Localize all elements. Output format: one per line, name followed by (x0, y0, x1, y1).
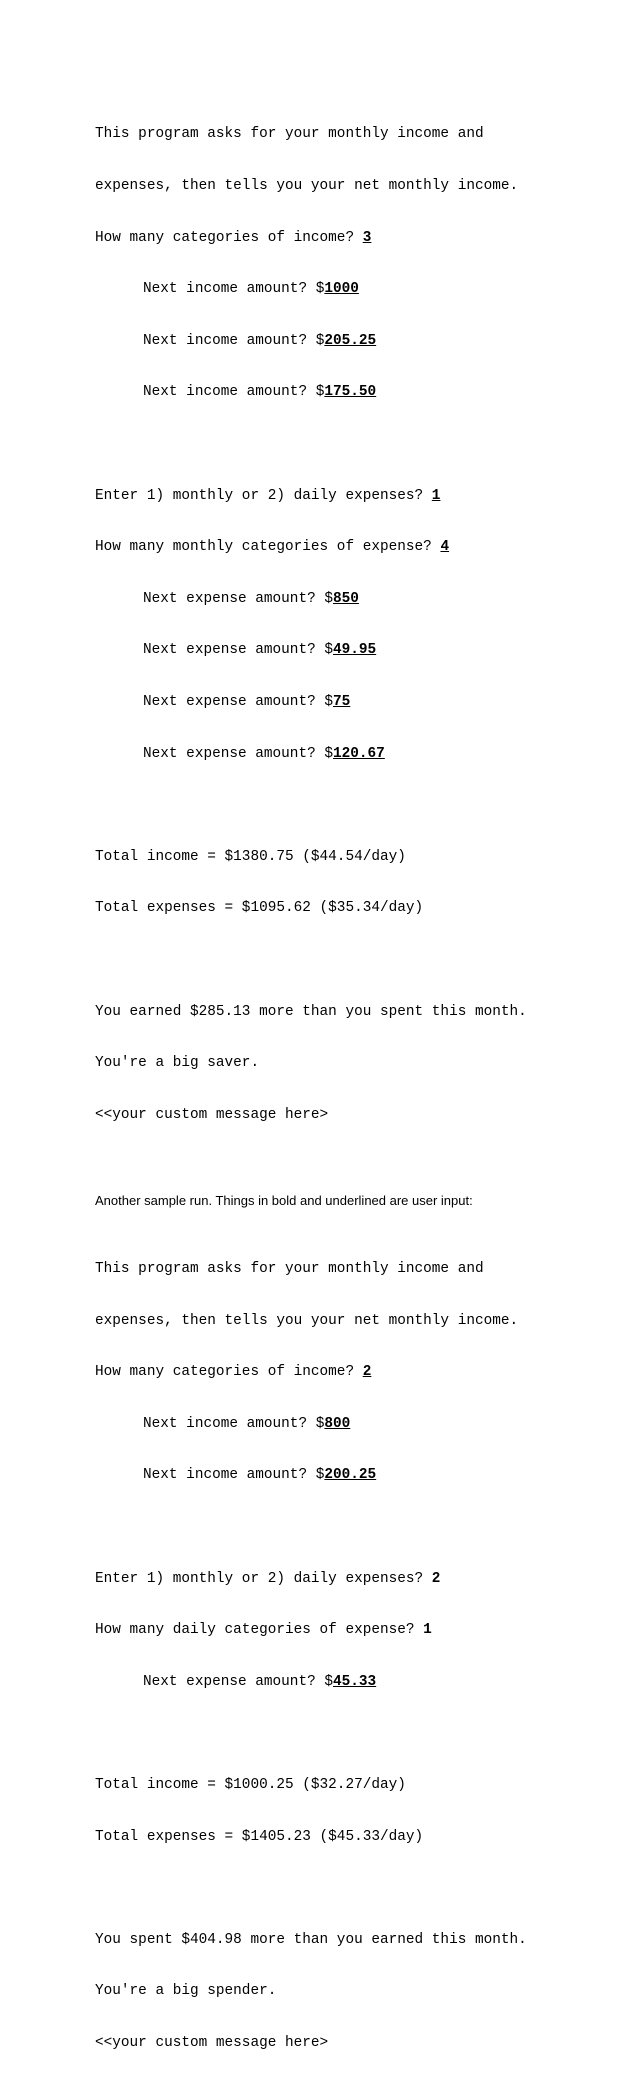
blank-line (95, 797, 635, 814)
blank-line (95, 952, 635, 969)
user-input-expense-count: 4 (440, 539, 450, 556)
expense-line (95, 746, 635, 763)
blank-line (95, 1209, 635, 1226)
expense-prompt: Next expense amount? $ (143, 693, 333, 710)
user-input-income: 205.25 (324, 332, 377, 349)
expense-line (95, 591, 635, 608)
blank-line (95, 1725, 635, 1742)
expense-type-line (95, 488, 635, 505)
income-count-prompt: How many categories of income? (95, 1364, 363, 1381)
user-input-expense: 120.67 (333, 745, 385, 762)
custom-message-line: <<your custom message here> (95, 2034, 329, 2051)
expense-line (95, 642, 635, 659)
total-income-line: Total income = $1000.25 ($32.27/day) (95, 1777, 406, 1793)
user-input-expense: 49.95 (333, 642, 377, 659)
income-prompt: Next income amount? $ (143, 332, 325, 349)
sample-run-2 (95, 1227, 635, 2087)
total-expenses-line: Total expenses = $1095.62 ($35.34/day) (95, 900, 424, 917)
intro-line: expenses, then tells you your net monthly income. (95, 178, 519, 194)
income-line (95, 281, 635, 298)
blank-line (95, 1519, 635, 1536)
income-count-line (95, 1364, 635, 1381)
expense-type-line (95, 1571, 635, 1588)
user-input-income: 800 (324, 1415, 351, 1432)
result-line: You spent $404.98 more than you earned this month. (95, 1931, 527, 1948)
expense-count-prompt: How many daily categories of expense? (95, 1622, 424, 1639)
intro-line: This program asks for your monthly income and (95, 1261, 484, 1278)
total-expenses-line: Total expenses = $1405.23 ($45.33/day) (95, 1828, 424, 1845)
income-count-prompt: How many categories of income? (95, 229, 363, 246)
expense-prompt: Next expense amount? $ (143, 745, 333, 762)
income-prompt: Next income amount? $ (143, 1467, 325, 1484)
income-prompt: Next income amount? $ (143, 1415, 325, 1432)
expense-line (95, 694, 635, 711)
blank-line (95, 1880, 635, 1897)
expense-prompt: Next expense amount? $ (143, 590, 333, 607)
document-page (95, 92, 635, 2087)
separator-note: Another sample run. Things in bold and underlined are user input: (95, 1193, 473, 1209)
expense-prompt: Next expense amount? $ (143, 1673, 333, 1690)
sample-run-1 (95, 92, 635, 1158)
intro-line: expenses, then tells you your net monthly income. (95, 1312, 519, 1329)
user-input-income: 175.50 (324, 384, 377, 401)
custom-message-line: <<your custom message here> (95, 1106, 329, 1123)
expense-line (95, 1674, 635, 1691)
user-input-income: 200.25 (324, 1467, 377, 1484)
result-line: You're a big saver. (95, 1055, 260, 1072)
user-input-expense-type: 2 (431, 1570, 441, 1587)
user-input-expense: 45.33 (333, 1673, 377, 1690)
income-line (95, 1467, 635, 1484)
expense-type-prompt: Enter 1) monthly or 2) daily expenses? (95, 487, 432, 504)
intro-line: This program asks for your monthly income and (95, 126, 484, 143)
section-gap (95, 1158, 635, 1192)
expense-type-prompt: Enter 1) monthly or 2) daily expenses? (95, 1570, 432, 1587)
result-line: You earned $285.13 more than you spent this month. (95, 1003, 527, 1020)
user-input-expense: 75 (333, 693, 351, 710)
income-line (95, 333, 635, 350)
user-input-expense-count: 1 (423, 1622, 432, 1639)
user-input-expense-type: 1 (431, 487, 441, 504)
user-input-income: 1000 (324, 281, 359, 298)
income-count-line (95, 230, 635, 247)
total-income-line: Total income = $1380.75 ($44.54/day) (95, 848, 406, 865)
income-line (95, 1416, 635, 1433)
expense-prompt: Next expense amount? $ (143, 642, 333, 659)
user-input-income-count: 2 (362, 1364, 372, 1381)
result-line: You're a big spender. (95, 1983, 277, 2000)
expense-count-prompt: How many monthly categories of expense? (95, 539, 441, 556)
user-input-expense: 850 (333, 590, 359, 607)
income-prompt: Next income amount? $ (143, 281, 325, 298)
blank-line (95, 436, 635, 453)
user-input-income-count: 3 (362, 229, 372, 246)
income-prompt: Next income amount? $ (143, 384, 325, 401)
expense-count-line (95, 539, 635, 556)
income-line (95, 384, 635, 401)
expense-count-line (95, 1622, 635, 1639)
